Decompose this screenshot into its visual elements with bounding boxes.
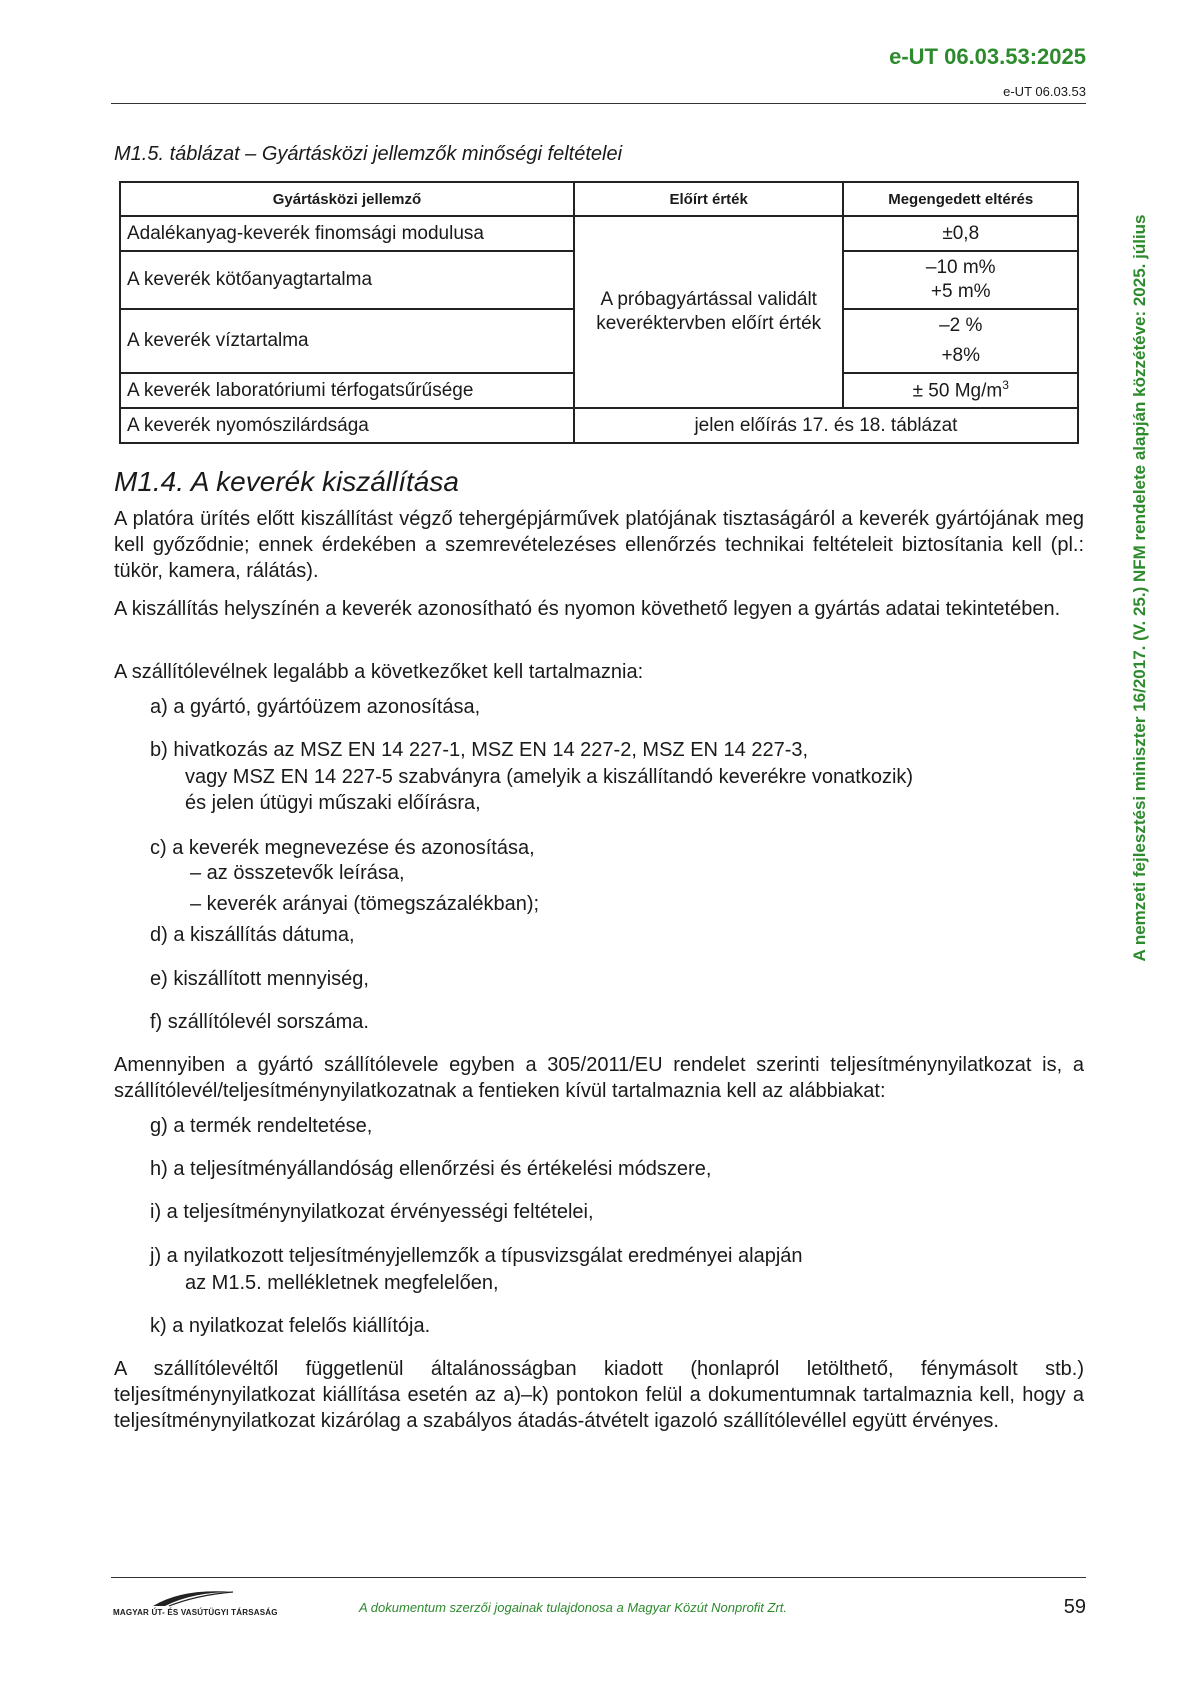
list-item: h) a teljesítményállandóság ellenőrzési és értékelési módszere, — [150, 1158, 712, 1180]
table-row — [120, 216, 1078, 251]
list-item: c) a keverék megnevezése és azonosítása, — [150, 837, 535, 859]
quality-table — [119, 181, 1079, 444]
header-divider — [111, 103, 1086, 104]
tolerance-superscript: 3 — [1002, 378, 1009, 393]
tolerance-value: ± 50 Mg/m — [912, 380, 1003, 402]
tolerance-line: +8% — [941, 345, 981, 366]
society-logo — [113, 1586, 278, 1622]
list-item: b) hivatkozás az MSZ EN 14 227-1, MSZ EN 14 227-2, MSZ EN 14 227-3, — [150, 739, 809, 761]
sub-list-item: – keverék arányai (tömegszázalékban); — [190, 893, 540, 915]
row-tolerance — [843, 373, 1078, 408]
list-item-continuation: és jelen útügyi műszaki előírásra, — [185, 792, 481, 814]
page-number: 59 — [1063, 1596, 1086, 1618]
list-item: a) a gyártó, gyártóüzem azonosítása, — [150, 696, 481, 718]
paragraph: A platóra ürítés előtt kiszállítást végző tehergépjárművek platójának tisztaságáról a keverék gyártójának meg kell győződnie; ennek érdekében a szemrevételezéses ellenőrzés technikai feltételeit biztosítania kell (pl.: tükör, kamera, rálátás). — [114, 508, 1084, 582]
list-item-continuation: az M1.5. mellékletnek megfelelően, — [185, 1272, 499, 1294]
publication-side-note: A nemzeti fejlesztési miniszter 16/2017. (V. 25.) NFM rendelete alapján közzétéve: 2025. július — [1130, 214, 1149, 962]
tolerance-line: –10 m% — [925, 257, 996, 278]
logo-text: MAGYAR ÚT- ÉS VASÚTÜGYI TÁRSASÁG — [113, 1608, 278, 1617]
table-row — [120, 408, 1078, 443]
header-required-value: Előírt érték — [574, 182, 844, 216]
road-swoosh-icon — [113, 1586, 263, 1608]
document-code: e-UT 06.03.53:2025 — [889, 44, 1086, 69]
row-characteristic: A keverék kötőanyagtartalma — [120, 251, 574, 309]
paragraph: A szállítólevélnek legalább a következőket kell tartalmaznia: — [114, 661, 644, 683]
shared-value-line: A próbagyártással validált — [600, 289, 817, 310]
row-characteristic: A keverék víztartalma — [120, 309, 574, 373]
paragraph: A kiszállítás helyszínén a keverék azonosítható és nyomon követhető legyen a gyártás adatai tekintetében. — [114, 598, 1061, 620]
list-item: i) a teljesítménynyilatkozat érvényességi feltételei, — [150, 1201, 594, 1223]
row-characteristic: A keverék nyomószilárdsága — [120, 408, 574, 443]
row-characteristic: Adalékanyag-keverék finomsági modulusa — [120, 216, 574, 251]
shared-required-value — [574, 216, 844, 408]
footer-divider — [111, 1577, 1086, 1578]
copyright-notice: A dokumentum szerzői jogainak tulajdonosa a Magyar Közút Nonprofit Zrt. — [359, 1600, 788, 1615]
merged-value: jelen előírás 17. és 18. táblázat — [574, 408, 1078, 443]
list-item: d) a kiszállítás dátuma, — [150, 924, 355, 946]
tolerance-line: –2 % — [939, 315, 983, 336]
tolerance-line: +5 m% — [930, 281, 991, 302]
document-code-small: e-UT 06.03.53 — [1003, 84, 1086, 99]
shared-value-line: keveréktervben előírt érték — [596, 313, 822, 334]
paragraph: Amennyiben a gyártó szállítólevele egyben a 305/2011/EU rendelet szerinti teljesítménynyilatkozat is, a szállítólevél/teljesítménynyilatkozatnak a fentieken kívül tartalmaznia kell az alábbiakat: — [114, 1054, 1084, 1102]
row-tolerance — [843, 251, 1078, 309]
header-tolerance: Megengedett eltérés — [843, 182, 1078, 216]
sub-list-item: – az összetevők leírása, — [190, 862, 405, 884]
list-item: e) kiszállított mennyiség, — [150, 968, 369, 990]
section-title: M1.4. A keverék kiszállítása — [114, 466, 459, 497]
list-item: k) a nyilatkozat felelős kiállítója. — [150, 1315, 431, 1337]
table-header-row — [120, 182, 1078, 216]
header-characteristic: Gyártásközi jellemző — [120, 182, 574, 216]
list-item: f) szállítólevél sorszáma. — [150, 1011, 369, 1033]
row-characteristic: A keverék laboratóriumi térfogatsűrűsége — [120, 373, 574, 408]
table-caption: M1.5. táblázat – Gyártásközi jellemzők minőségi feltételei — [114, 143, 623, 165]
list-item: g) a termék rendeltetése, — [150, 1115, 373, 1137]
row-tolerance: ±0,8 — [843, 216, 1078, 251]
paragraph: A szállítólevéltől függetlenül általánosságban kiadott (honlapról letölthető, fénymásolt stb.) teljesítménynyilatkozat kiállítása esetén az a)–k) pontokon felül a dokumentumnak tartalmaznia kell, hogy a teljesítménynyilatkozat kizárólag a szabályos átadás-átvételt igazoló szállítólevéllel együtt érvényes. — [114, 1358, 1084, 1432]
row-tolerance — [843, 309, 1078, 373]
list-item-continuation: vagy MSZ EN 14 227-5 szabványra (amelyik a kiszállítandó keverékre vonatkozik) — [185, 766, 914, 788]
list-item: j) a nyilatkozott teljesítményjellemzők a típusvizsgálat eredményei alapján — [150, 1245, 803, 1267]
